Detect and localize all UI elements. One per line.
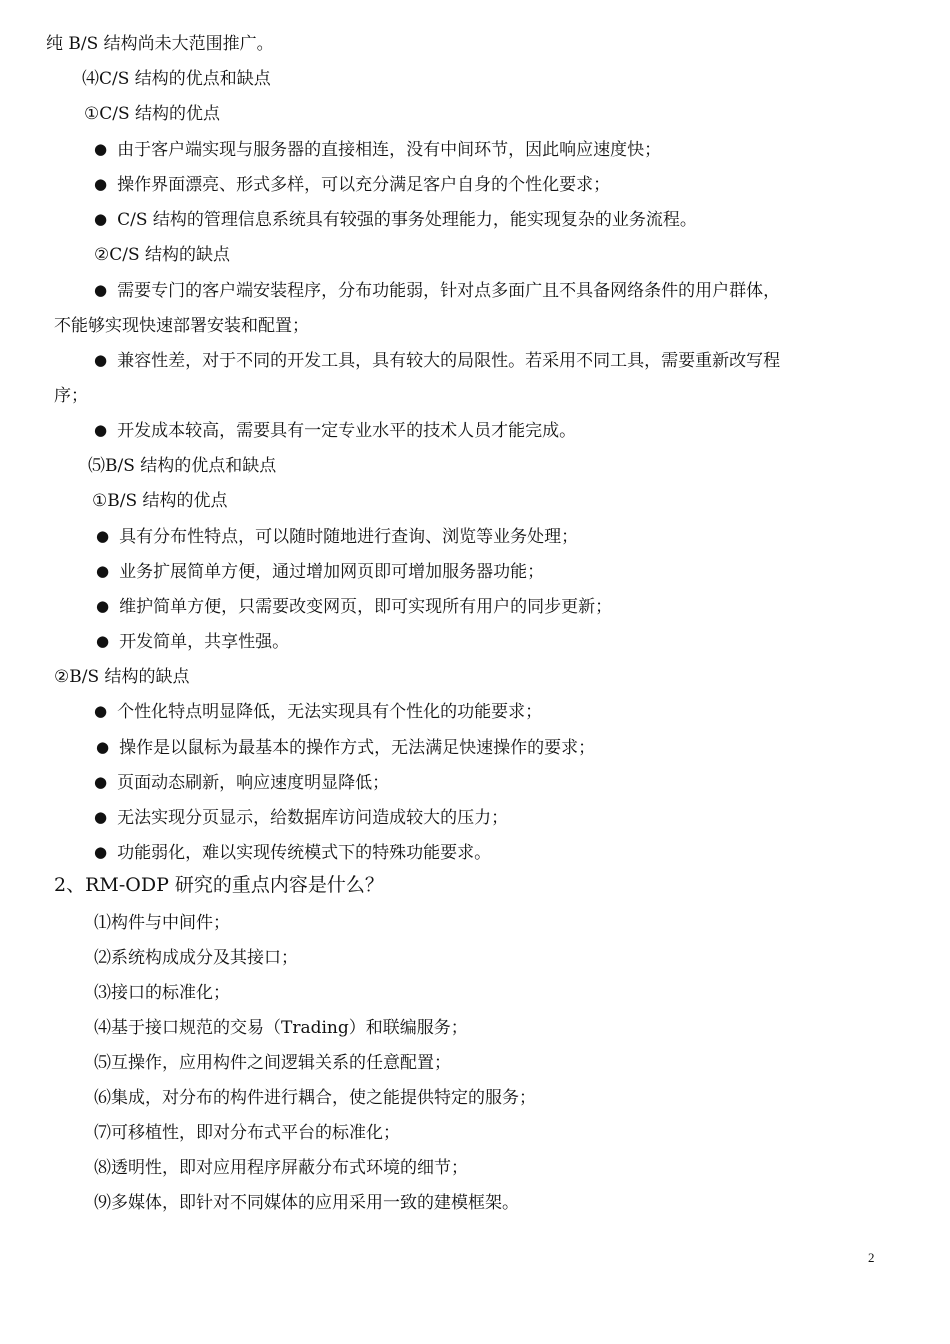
bullet-item <box>96 596 612 618</box>
page-number: 2 <box>868 1250 875 1265</box>
bullet-icon: ● <box>96 527 110 545</box>
bullet-text: 操作界面漂亮、形式多样，可以充分满足客户自身的个性化要求； <box>117 175 611 195</box>
bullet-icon: ● <box>96 597 110 615</box>
bullet-text: 需要专门的客户端安装程序，分布功能弱，针对点多面广且不具备网络条件的用户群体， <box>117 281 781 301</box>
bullet-item <box>94 420 576 442</box>
answer-item: ⑻透明性，即对应用程序屏蔽分布式环境的细节； <box>94 1158 468 1178</box>
bullet-text: 维护简单方便，只需要改变网页，即可实现所有用户的同步更新； <box>119 597 613 617</box>
text-line: 纯 B/S 结构尚未大范围推广。 <box>46 34 274 54</box>
bullet-text: 操作是以鼠标为最基本的操作方式，无法满足快速操作的要求； <box>119 738 596 758</box>
bullet-text: 功能弱化，难以实现传统模式下的特殊功能要求。 <box>117 843 492 863</box>
answer-item: ⑴构件与中间件； <box>94 913 230 933</box>
bullet-item <box>96 737 595 759</box>
bullet-icon: ● <box>94 843 108 861</box>
bullet-item <box>94 209 697 231</box>
answer-item: ⑺可移植性，即对分布式平台的标准化； <box>94 1123 400 1143</box>
bullet-text: 业务扩展简单方便，通过增加网页即可增加服务器功能； <box>119 562 545 582</box>
bullet-text: 个性化特点明显降低，无法实现具有个性化的功能要求； <box>117 702 543 722</box>
bullet-icon: ● <box>94 140 108 158</box>
bullet-item <box>96 561 544 583</box>
bullet-text: 具有分布性特点，可以随时随地进行查询、浏览等业务处理； <box>119 527 579 547</box>
bullet-text: 无法实现分页显示，给数据库访问造成较大的压力； <box>117 808 509 828</box>
bullet-item <box>94 807 508 829</box>
bullet-icon: ● <box>94 702 108 720</box>
bullet-icon: ● <box>96 738 110 756</box>
bullet-text: 兼容性差，对于不同的开发工具，具有较大的局限性。若采用不同工具，需要重新改写程 <box>117 351 781 371</box>
bullet-item <box>94 350 780 372</box>
section-heading-bs-pros-cons: ⑸B/S 结构的优点和缺点 <box>88 456 277 476</box>
subheading-cs-pros: ①C/S 结构的优点 <box>84 104 221 124</box>
text-line-continuation: 序； <box>54 386 88 406</box>
answer-item: ⑵系统构成成分及其接口； <box>94 948 298 968</box>
answer-item: ⑷基于接口规范的交易（Trading）和联编服务； <box>94 1018 468 1038</box>
answer-item: ⑶接口的标准化； <box>94 983 230 1003</box>
bullet-icon: ● <box>94 210 108 228</box>
subheading-cs-cons: ②C/S 结构的缺点 <box>94 245 231 265</box>
bullet-item <box>94 772 389 794</box>
answer-item: ⑹集成，对分布的构件进行耦合，使之能提供特定的服务； <box>94 1088 536 1108</box>
bullet-item <box>94 280 780 302</box>
bullet-item <box>94 701 542 723</box>
bullet-icon: ● <box>94 773 108 791</box>
bullet-text: 开发成本较高，需要具有一定专业水平的技术人员才能完成。 <box>117 421 577 441</box>
bullet-icon: ● <box>96 632 110 650</box>
subheading-bs-pros: ①B/S 结构的优点 <box>92 491 228 511</box>
bullet-icon: ● <box>94 808 108 826</box>
bullet-icon: ● <box>94 175 108 193</box>
bullet-item <box>96 631 289 653</box>
bullet-text: C/S 结构的管理信息系统具有较强的事务处理能力，能实现复杂的业务流程。 <box>117 210 697 230</box>
bullet-text: 由于客户端实现与服务器的直接相连，没有中间环节，因此响应速度快； <box>117 140 662 160</box>
bullet-icon: ● <box>94 421 108 439</box>
section-heading-cs-pros-cons: ⑷C/S 结构的优点和缺点 <box>82 69 271 89</box>
answer-item: ⑸互操作，应用构件之间逻辑关系的任意配置； <box>94 1053 451 1073</box>
bullet-icon: ● <box>94 281 108 299</box>
bullet-icon: ● <box>94 351 108 369</box>
question-heading: 2、RM-ODP 研究的重点内容是什么？ <box>54 874 384 896</box>
bullet-text: 页面动态刷新，响应速度明显降低； <box>117 773 390 793</box>
bullet-item <box>96 526 578 548</box>
answer-item: ⑼多媒体，即针对不同媒体的应用采用一致的建模框架。 <box>94 1193 519 1213</box>
bullet-item <box>94 174 610 196</box>
bullet-text: 开发简单，共享性强。 <box>119 632 290 652</box>
subheading-bs-cons: ②B/S 结构的缺点 <box>54 667 190 687</box>
bullet-icon: ● <box>96 562 110 580</box>
text-line-continuation: 不能够实现快速部署安装和配置； <box>54 316 309 336</box>
bullet-item <box>94 842 491 864</box>
bullet-item <box>94 139 661 161</box>
